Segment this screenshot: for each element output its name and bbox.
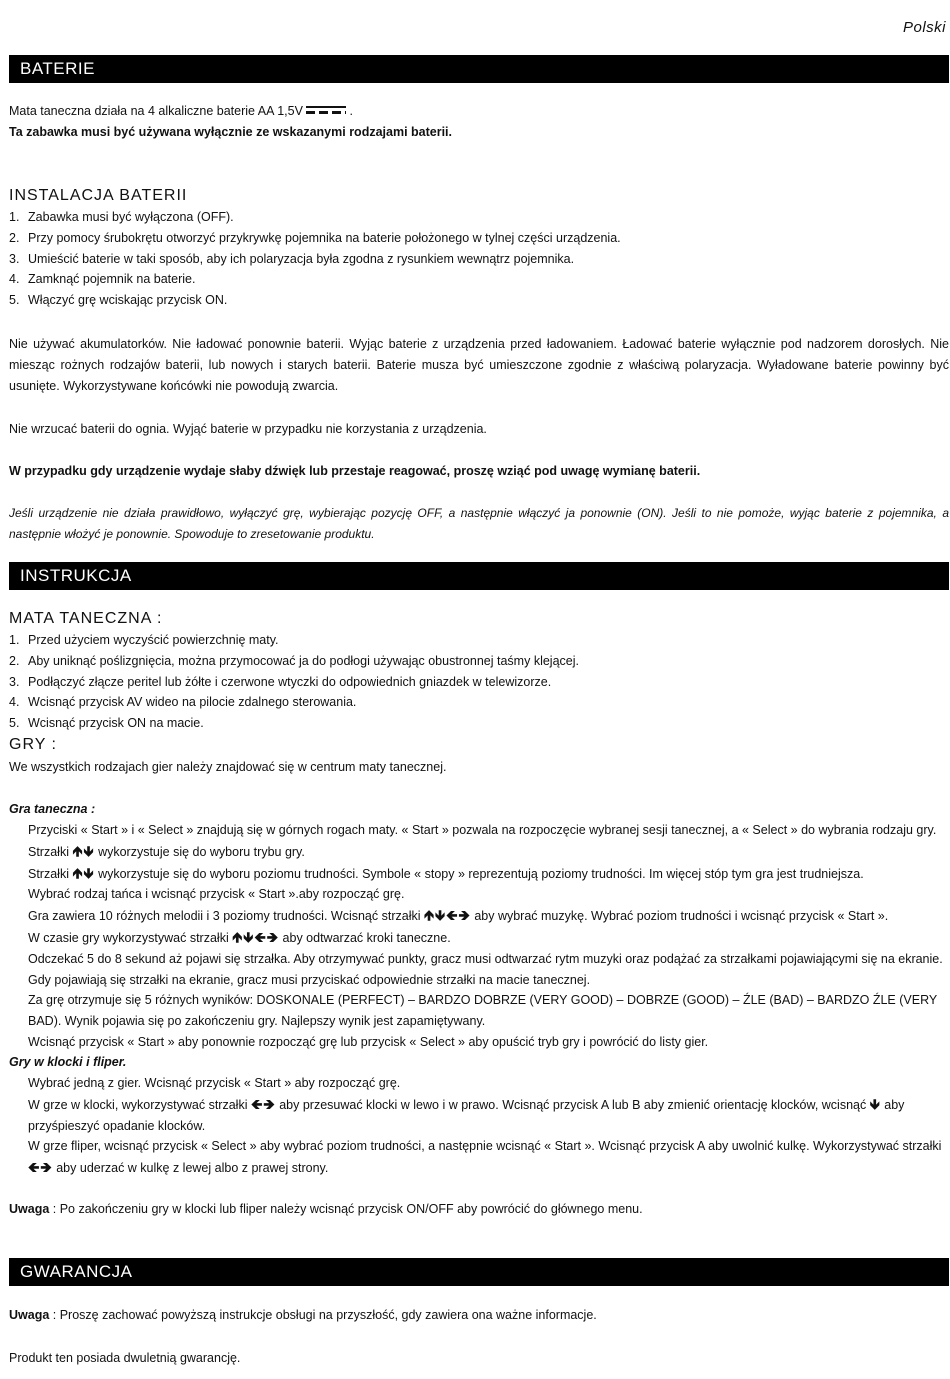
dance-items-list — [9, 820, 949, 1053]
bullet-item — [9, 1094, 949, 1137]
note-text: : Po zakończeniu gry w klocki lub fliper należy wcisnąć przycisk ON/OFF aby powrócić do głównego menu. — [49, 1202, 643, 1216]
bullet-text: Wybrać jedną z gier. Wcisnąć przycisk « Start » aby rozpocząć grę. — [28, 1076, 401, 1090]
list-number: 2. — [9, 653, 20, 668]
list-text: Wcisnąć przycisk ON na macie. — [28, 716, 204, 731]
battery-caution: Nie używać akumulatorków. Nie ładować ponownie baterii. Wyjąc baterie z urządzenia przed ładowaniem. Ładować baterie wyłącznie pod nadzorem dorosłych. Nie miesząc rożnych rodzajów baterii, lub nowych i starych baterii. Baterie musza być umieszczone zgodnie z właściwą polaryzacja. Wyładowane baterie powinny być usunięte. Wykorzystywane końcówki nie powodują zwarcia. — [9, 337, 949, 393]
list-text: Wcisnąć przycisk AV wideo na pilocie zdalnego sterowania. — [28, 695, 357, 710]
mat-step — [9, 672, 949, 693]
mat-title: MATA TANECZNA : — [9, 610, 163, 627]
bullet-text: W grze fliper, wcisnąć przycisk « Select » aby wybrać poziom trudności, a następnie wcisnąć « Start ». Wcisnąć przycisk A aby uwolnić kulkę. Wykorzystywać strzałki — [28, 1139, 942, 1154]
battery-reset-note: Jeśli urządzenie nie działa prawidłowo, wyłączyć grę, wybierając pozycję OFF, a następnie włączyć ja ponownie (ON). Jeśli to nie pomoże, wyjąc baterie z pojemnika, a następnie włożyć je ponownie. Spowoduje to zresetowanie produktu. — [9, 506, 949, 541]
bullet-text: wykorzystuje się do wyboru poziomu trudności. Symbole « stopy » reprezentują poziomy trudności. Im więcej stóp tym gra jest trudniejsza. — [98, 866, 864, 881]
games-title: GRY : — [9, 736, 57, 753]
warranty-note-label: Uwaga — [9, 1308, 50, 1322]
pinball-items-list — [9, 1073, 949, 1179]
list-text: Przed użyciem wyczyścić powierzchnię maty. — [28, 633, 279, 647]
list-text: Włączyć grę wciskając przycisk ON. — [28, 293, 228, 308]
bullet-item — [9, 1032, 949, 1053]
warranty-note-text: : Proszę zachować powyższą instrukcje obsługi na przyszłość, gdy zawiera ona ważne informacje. — [49, 1308, 597, 1322]
instructions-note — [9, 1199, 949, 1220]
batteries-intro-text: Mata taneczna działa na 4 alkaliczne baterie AA 1,5V — [9, 104, 303, 118]
bullet-text: Wybrać rodzaj tańca i wcisnąć przycisk « Start ».aby rozpocząć grę. — [28, 887, 405, 902]
bullet-dash — [9, 990, 28, 1011]
bullet-item — [9, 927, 949, 949]
mat-steps-list — [9, 630, 949, 734]
list-number: 5. — [9, 716, 20, 731]
pinball-title: Gry w klocki i fliper. — [9, 1055, 127, 1069]
bullet-item — [9, 863, 949, 885]
bullet-text: aby uderzać w kulkę z lewej albo z prawej strony. — [56, 1161, 329, 1176]
list-text: Przy pomocy śrubokrętu otworzyć przykrywkę pojemnika na baterie położonego w tylnej części urządzenia. — [28, 230, 621, 245]
bullet-text: aby wybrać muzykę. Wybrać poziom trudności i wcisnąć przycisk « Start ». — [474, 909, 889, 924]
bullet-dash — [9, 906, 28, 927]
bullet-text: Strzałki — [28, 866, 69, 881]
bullet-text: Za grę otrzymuje się 5 różnych wyników: DOSKONALE (PERFECT) – BARDZO DOBRZE (VERY GOOD) – DOBRZE (GOOD) – ŹLE (BAD) – BARDZO ŹLE (VERY BAD). Wynik pojawia się po zakończeniu gry. Najlepszy wynik jest zapamiętywany. — [28, 993, 937, 1029]
bullet-text: aby przyśpieszyć opadanie klocków. — [28, 1097, 905, 1133]
list-number: 1. — [9, 210, 20, 224]
list-text: Podłączyć złącze peritel lub żółte i czerwone wtyczki do odpowiednich gniazdek w telewizorze. — [28, 674, 552, 689]
list-number: 2. — [9, 230, 20, 245]
bullet-text: aby przesuwać klocki w lewo i w prawo. Wcisnąć przycisk A lub B aby zmienić orientację klocków, wcisnąć — [279, 1097, 867, 1112]
bullet-text: aby odtwarzać kroki taneczne. — [282, 930, 451, 945]
bullet-text: W grze w klocki, wykorzystywać strzałki — [28, 1097, 248, 1112]
install-step — [9, 207, 949, 228]
bullet-dash — [9, 1095, 28, 1116]
list-text: Zamknąć pojemnik na baterie. — [28, 272, 196, 287]
bullet-text: Gra zawiera 10 różnych melodii i 3 poziomy trudności. Wcisnąć strzałki — [28, 909, 421, 924]
bullet-dash — [9, 1136, 28, 1157]
batteries-intro-suffix: . — [349, 104, 353, 118]
arrows-icon: 🡹🡻🡸🡺 — [423, 907, 471, 924]
bullet-item — [9, 841, 949, 863]
bullet-dash — [9, 970, 28, 991]
bullet-dash — [9, 820, 28, 841]
warranty-note — [9, 1305, 949, 1326]
note-label: Uwaga — [9, 1202, 50, 1216]
mat-step — [9, 651, 949, 672]
bullet-dash — [9, 1073, 28, 1094]
bullet-text: Odczekać 5 do 8 sekund aż pojawi się strzałka. Aby otrzymywać punkty, gracz musi odtwarzać rytm muzyki oraz podążać za strzałkami pojawiającymi się na ekranie. — [28, 951, 943, 966]
bullet-dash — [9, 1032, 28, 1053]
arrows-icon: 🡻 — [869, 1095, 881, 1112]
list-number: 1. — [9, 633, 20, 647]
bullet-item — [9, 949, 949, 970]
list-number: 4. — [9, 695, 20, 710]
list-text: Umieścić baterie w taki sposób, aby ich polaryzacja była zgodna z rysunkiem wewnątrz pojemnika. — [28, 251, 575, 266]
list-number: 3. — [9, 674, 20, 689]
install-step — [9, 269, 949, 290]
install-step — [9, 290, 949, 311]
batteries-intro — [9, 101, 949, 143]
bullet-item — [9, 820, 949, 841]
dance-game-title: Gra taneczna : — [9, 802, 96, 816]
bullet-item — [9, 884, 949, 905]
batteries-warning: Ta zabawka musi być używana wyłącznie ze wskazanymi rodzajami baterii. — [9, 124, 452, 139]
install-steps-list — [9, 207, 949, 311]
bullet-text: Przyciski « Start » i « Select » znajdują się w górnych rogach maty. « Start » pozwala na rozpoczęcie wybranej sesji tanecznej, a « Select » do wybrania rodzaju gry. — [28, 823, 937, 837]
battery-weak-sound: W przypadku gdy urządzenie wydaje słaby dźwięk lub przestaje reagować, proszę wziąć pod uwagę wymianę baterii. — [9, 464, 701, 478]
bullet-dash — [9, 928, 28, 949]
battery-fire-warning: Nie wrzucać baterii do ognia. Wyjąć baterie w przypadku nie korzystania z urządzenia. — [9, 422, 487, 436]
arrows-icon: 🡹🡻 — [72, 842, 95, 859]
bullet-item — [9, 1073, 949, 1094]
install-step — [9, 228, 949, 249]
arrows-icon: 🡸🡺 — [250, 1095, 276, 1112]
bullet-dash — [9, 949, 28, 970]
bullet-text: Gdy pojawiają się strzałki na ekranie, gracz musi przyciskać odpowiednie strzałki na macie tanecznej. — [28, 972, 591, 987]
bullet-item — [9, 990, 949, 1032]
install-title: INSTALACJA BATERII — [9, 187, 188, 204]
section-header-instructions: INSTRUKCJA — [9, 562, 949, 590]
dc-symbol-icon — [306, 106, 346, 114]
arrows-icon: 🡹🡻 — [72, 864, 95, 881]
warranty-guarantee: Produkt ten posiada dwuletnią gwarancję. — [9, 1351, 241, 1365]
install-step — [9, 249, 949, 270]
list-number: 5. — [9, 293, 20, 308]
bullet-text: wykorzystuje się do wyboru trybu gry. — [98, 844, 305, 859]
list-text: Aby uniknąć poślizgnięcia, można przymocować ja do podłogi używając obustronnej taśmy klejącej. — [28, 653, 579, 668]
bullet-dash — [9, 864, 28, 885]
list-text: Zabawka musi być wyłączona (OFF). — [28, 210, 234, 224]
mat-step — [9, 630, 949, 651]
section-header-warranty: GWARANCJA — [9, 1258, 949, 1286]
bullet-text: Wcisnąć przycisk « Start » aby ponownie rozpocząć grę lub przycisk « Select » aby opuścić tryb gry i powrócić do listy gier. — [28, 1034, 709, 1049]
mat-step — [9, 713, 949, 734]
list-number: 3. — [9, 251, 20, 266]
bullet-dash — [9, 884, 28, 905]
language-label: Polski — [902, 19, 946, 36]
bullet-dash — [9, 842, 28, 863]
bullet-text: Strzałki — [28, 844, 69, 859]
games-intro: We wszystkich rodzajach gier należy znajdować się w centrum maty tanecznej. — [9, 760, 447, 774]
arrows-icon: 🡸🡺 — [28, 1159, 53, 1176]
mat-step — [9, 692, 949, 713]
bullet-item — [9, 970, 949, 991]
bullet-text: W czasie gry wykorzystywać strzałki — [28, 930, 229, 945]
bullet-item — [9, 905, 949, 927]
arrows-icon: 🡹🡻🡸🡺 — [232, 928, 280, 945]
section-header-batteries: BATERIE — [9, 55, 949, 83]
list-number: 4. — [9, 272, 20, 287]
bullet-item — [9, 1136, 949, 1179]
